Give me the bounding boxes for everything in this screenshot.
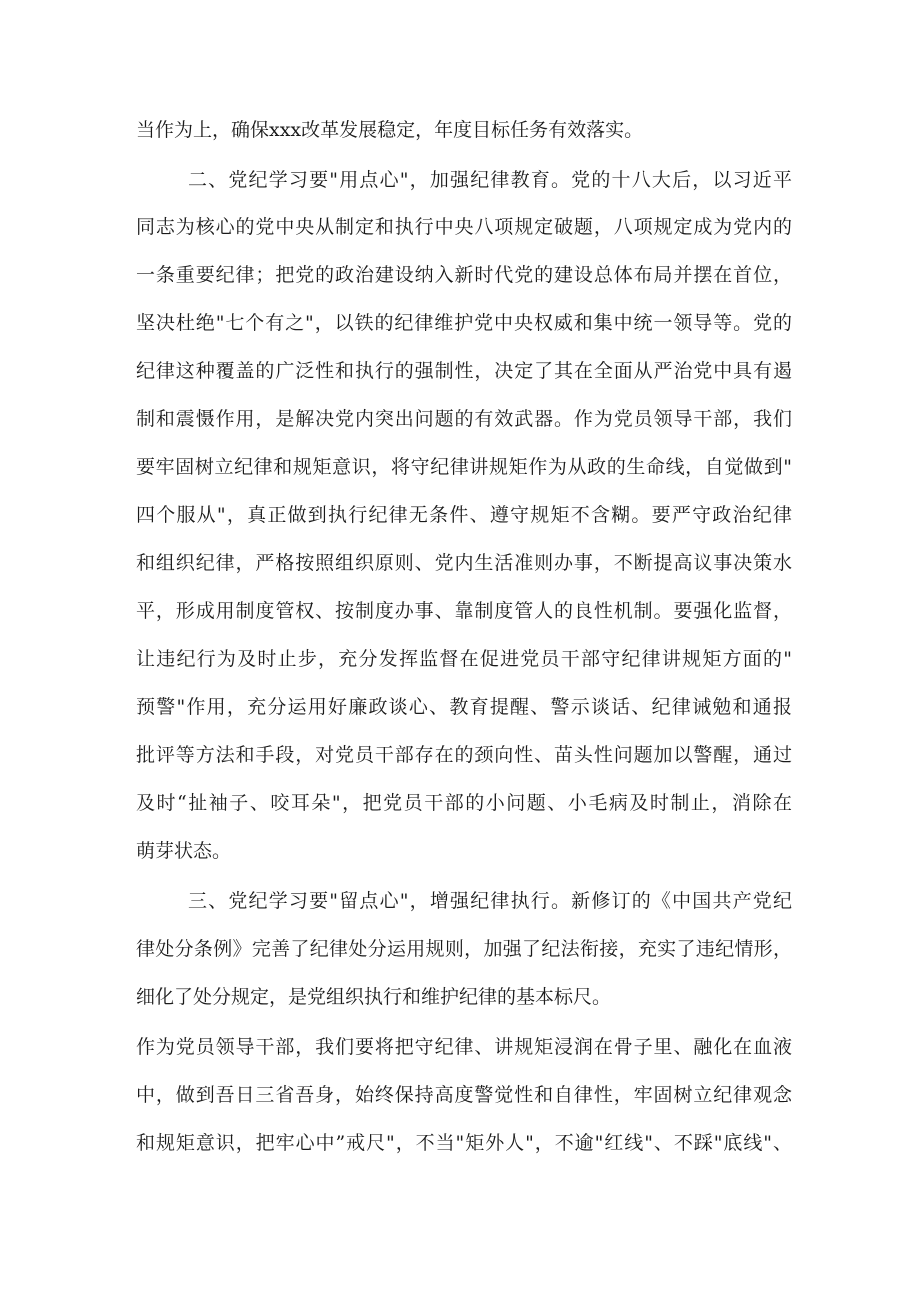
text-line-13: 预警"作用，充分运用好廉政谈心、教育提醒、警示谈话、纪律诫勉和通报 <box>136 696 792 718</box>
text-line-15: 及时“扯袖子、咬耳朵"，把党员干部的小问题、小毛病及时制止，消除在 <box>136 792 792 814</box>
text-line-16: 萌芽状态。 <box>136 840 232 862</box>
section-three-heading-line: 三、党纪学习要"留点心"，增强纪律执行。新修订的《中国共产党纪 <box>188 890 792 912</box>
text-line-10: 和组织纪律，严格按照组织原则、党内生活准则办事，不断提高议事决策水 <box>136 552 792 574</box>
text-line-9: 四个服从"，真正做到执行纪律无条件、遵守规矩不含糊。要严守政治纪律 <box>136 504 792 526</box>
text-line-20: 作为党员领导干部，我们要将把守纪律、讲规矩浸润在骨子里、融化在血液 <box>136 1036 792 1058</box>
text-line-11: 平，形成用制度管权、按制度办事、靠制度管人的良性机制。要强化监督， <box>136 600 792 622</box>
text-line-7: 制和震慑作用，是解决党内突出问题的有效武器。作为党员领导干部，我们 <box>136 408 792 430</box>
text-line-14: 批评等方法和手段，对党员干部存在的颈向性、苗头性问题加以警醒，通过 <box>136 744 792 766</box>
text-line-4: 一条重要纪律；把党的政治建设纳入新时代党的建设总体布局并摆在首位， <box>136 264 792 286</box>
text-line-1: 当作为上，确保xxx改革发展稳定，年度目标任务有效落实。 <box>136 119 644 141</box>
text-line-5: 坚决杜绝"七个有之"，以铁的纪律维护党中央权威和集中统一领导等。党的 <box>136 312 792 334</box>
text-line-3: 同志为核心的党中央从制定和执行中央八项规定破题，八项规定成为党内的 <box>136 216 792 238</box>
text-line-12: 让违纪行为及时止步，充分发挥监督在促进党员干部守纪律讲规矩方面的" <box>136 648 792 670</box>
text-line-6: 纪律这种覆盖的广泛性和执行的强制性，决定了其在全面从严治党中具有遏 <box>136 360 792 382</box>
section-two-heading-line: 二、党纪学习要"用点心"，加强纪律教育。党的十八大后，以习近平 <box>188 169 792 191</box>
text-line-22: 和规矩意识，把牢心中”戒尺"，不当"矩外人"，不逾"红线"、不踩"底线"、 <box>136 1132 792 1154</box>
text-line-18: 律处分条例》完善了纪律处分运用规则，加强了纪法衔接，充实了违纪情形， <box>136 938 792 960</box>
text-line-21: 中，做到吾日三省吾身，始终保持高度警觉性和自律性，牢固树立纪律观念 <box>136 1084 792 1106</box>
text-line-19: 细化了处分规定，是党组织执行和维护纪律的基本标尺。 <box>136 986 612 1008</box>
text-line-8: 要牢固树立纪律和规矩意识，将守纪律讲规矩作为从政的生命线，自觉做到" <box>136 456 792 478</box>
